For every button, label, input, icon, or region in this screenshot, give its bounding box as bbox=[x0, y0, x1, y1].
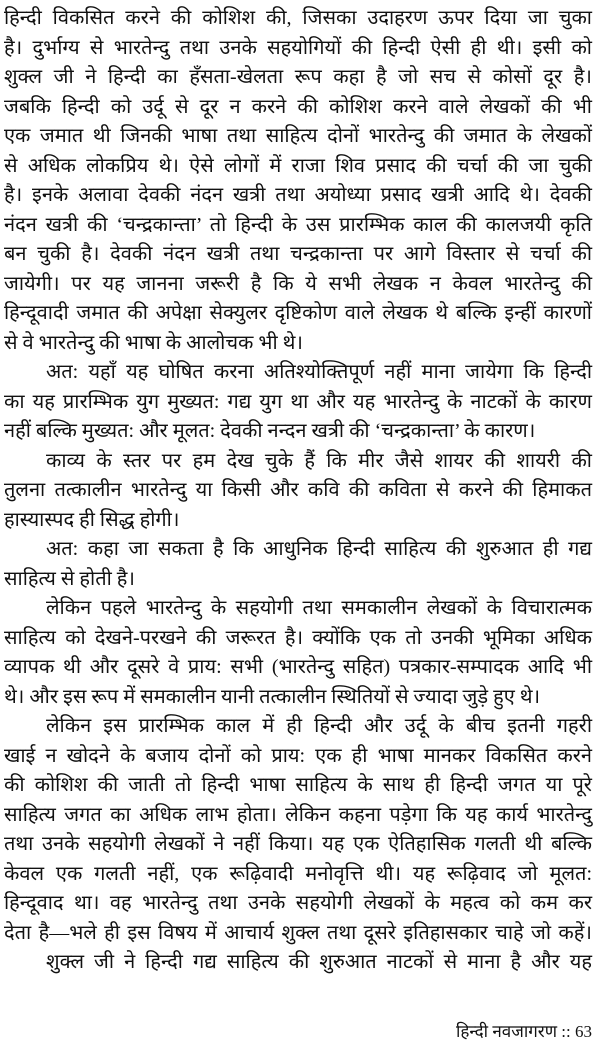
book-page-body bbox=[4, 4, 592, 978]
text-line: की कोशिश की जाती तो हिन्दी भाषा साहित्य के साथ ही हिन्दी जगत या पूरे bbox=[4, 774, 592, 796]
text-line: हिन्दी विकसित करने की कोशिश की, जिसका उदाहरण ऊपर दिया जा चुका bbox=[4, 7, 592, 29]
text-line: थे। और इस रूप में समकालीन यानी तत्कालीन स्थितियों से ज्यादा जुड़े हुए थे। bbox=[4, 685, 541, 708]
text-line: खाई न खोदने के बजाय दोनों को प्राय: एक ही भाषा मानकर विकसित करने bbox=[4, 744, 592, 767]
page-footer-running-title: हिन्दी नवजागरण :: 63 bbox=[455, 1022, 592, 1041]
text-line: लेकिन पहले भारतेन्दु के सहयोगी तथा समकालीन लेखकों के विचारात्मक bbox=[46, 597, 592, 619]
text-line: है। दुर्भाग्य से भारतेन्दु तथा उनके सहयोगियों की हिन्दी ऐसी ही थी। इसी को bbox=[4, 36, 592, 59]
text-line: साहित्य से होती है। bbox=[4, 567, 135, 590]
text-line: शुक्ल जी ने हिन्दी का हँसता-खेलता रूप कहा है जो सच से कोसों दूर है। bbox=[4, 66, 592, 88]
paragraph bbox=[4, 594, 592, 712]
paragraph bbox=[4, 358, 592, 447]
paragraph bbox=[4, 712, 592, 948]
text-line: का यह प्रारम्भिक युग मुख्यत: गद्य युग था और यह भारतेन्दु के नाटकों के कारण bbox=[4, 390, 592, 413]
paragraph bbox=[4, 948, 592, 978]
text-line: तथा उनके सहयोगी लेखकों ने नहीं किया। यह एक ऐतिहासिक गलती थी बल्कि bbox=[4, 833, 592, 855]
text-line: है। इनके अलावा देवकी नंदन खत्री तथा अयोध्या प्रसाद खत्री आदि थे। देवकी bbox=[4, 184, 592, 206]
text-line: शुक्ल जी ने हिन्दी गद्य साहित्य की शुरुआत नाटकों से माना है और यह bbox=[46, 951, 592, 973]
paragraph bbox=[4, 447, 592, 536]
text-line: जबकि हिन्दी को उर्दू से दूर न करने की कोशिश करने वाले लेखकों की भी bbox=[4, 95, 592, 118]
text-line: बन चुकी है। देवकी नंदन खत्री तथा चन्द्रकान्ता पर आगे विस्तार से चर्चा की bbox=[4, 243, 592, 265]
text-line: हिन्दूवाद था। वह भारतेन्दु तथा उनके सहयोगी लेखकों के महत्व को कम कर bbox=[4, 892, 592, 914]
text-line: हास्यास्पद ही सिद्ध होगी। bbox=[4, 508, 180, 531]
text-line: लेकिन इस प्रारम्भिक काल में ही हिन्दी और उर्दू के बीच इतनी गहरी bbox=[46, 715, 592, 737]
text-line: व्यापक थी और दूसरे वे प्राय: सभी (भारतेन्दु सहित) पत्रकार-सम्पादक आदि भी bbox=[4, 656, 592, 678]
text-line: साहित्य जगत का अधिक लाभ होता। लेकिन कहना पड़ेगा कि यह कार्य भारतेन्दु bbox=[4, 803, 592, 826]
text-line: जायेगी। पर यह जानना जरूरी है कि ये सभी लेखक न केवल भारतेन्दु की bbox=[4, 272, 592, 295]
paragraph bbox=[4, 535, 592, 594]
text-line: हिन्दूवादी जमात की अपेक्षा सेक्युलर दृष्टिकोण वाले लेखक थे बल्कि इन्हीं कारणों bbox=[4, 302, 592, 324]
text-line: देता है—भले ही इस विषय में आचार्य शुक्ल तथा दूसरे इतिहासकार चाहे जो कहें। bbox=[4, 921, 592, 944]
text-line: काव्य के स्तर पर हम देख चुके हैं कि मीर जैसे शायर की शायरी की bbox=[46, 449, 592, 472]
text-line: एक जमात थी जिनकी भाषा तथा साहित्य दोनों भारतेन्दु की जमात के लेखकों bbox=[4, 125, 592, 147]
text-line: तुलना तत्कालीन भारतेन्दु या किसी और कवि की कविता से करने की हिमाकत bbox=[4, 479, 592, 501]
text-line: से अधिक लोकप्रिय थे। ऐसे लोगों में राजा शिव प्रसाद की चर्चा की जा चुकी bbox=[4, 154, 592, 177]
text-line: से वे भारतेन्दु की भाषा के आलोचक भी थे। bbox=[4, 331, 303, 354]
text-line: केवल एक गलती नहीं, एक रूढ़िवादी मनोवृत्ति थी। यह रूढ़िवाद जो मूलत: bbox=[4, 862, 592, 885]
paragraph bbox=[4, 4, 592, 358]
text-line: अत: कहा जा सकता है कि आधुनिक हिन्दी साहित्य की शुरुआत ही गद्य bbox=[46, 538, 592, 560]
text-line: अत: यहाँ यह घोषित करना अतिश्योक्तिपूर्ण नहीं माना जायेगा कि हिन्दी bbox=[46, 361, 592, 383]
text-line: नहीं बल्कि मुख्यत: और मूलत: देवकी नन्दन खत्री की ‘चन्द्रकान्ता’ के कारण। bbox=[4, 420, 536, 442]
text-line: नंदन खत्री की ‘चन्द्रकान्ता’ तो हिन्दी के उस प्रारम्भिक काल की कालजयी कृति bbox=[4, 213, 592, 236]
text-line: साहित्य को देखने-परखने की जरूरत है। क्योंकि एक तो उनकी भूमिका अधिक bbox=[4, 626, 592, 649]
